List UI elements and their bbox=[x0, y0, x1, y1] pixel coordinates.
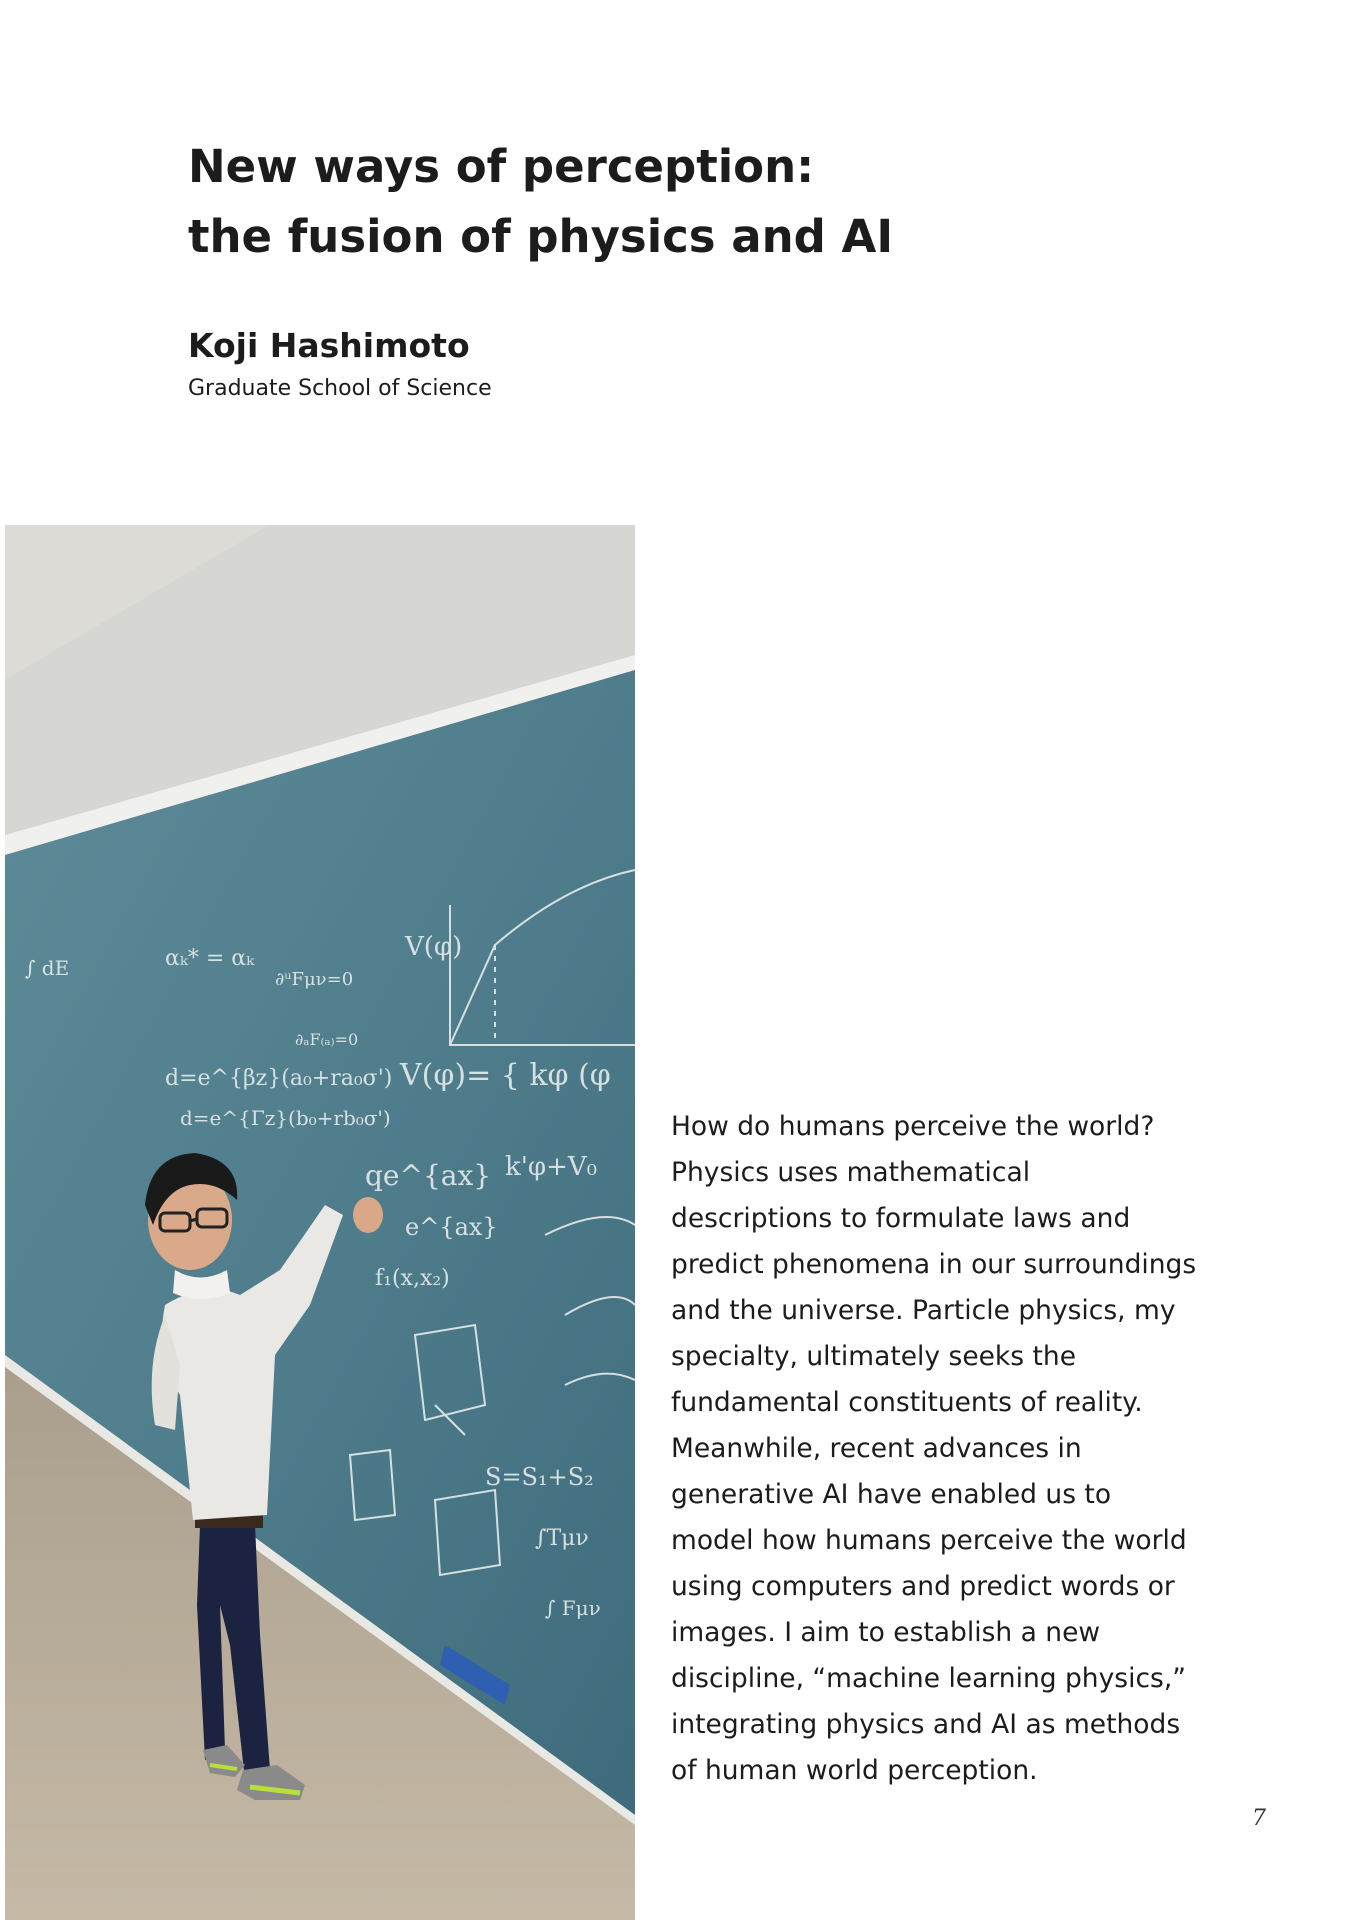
svg-text:qe^{ax}: qe^{ax} bbox=[365, 1159, 492, 1192]
svg-text:f₁(x,x₂): f₁(x,x₂) bbox=[375, 1266, 450, 1291]
body-line: descriptions to formulate laws and bbox=[671, 1203, 1131, 1234]
body-line: How do humans perceive the world? bbox=[671, 1111, 1155, 1142]
svg-text:V(φ): V(φ) bbox=[405, 932, 463, 962]
svg-text:V(φ)= { kφ (φ: V(φ)= { kφ (φ bbox=[400, 1058, 611, 1093]
page-number: 7 bbox=[1252, 1806, 1266, 1831]
svg-text:S=S₁+S₂: S=S₁+S₂ bbox=[485, 1463, 594, 1491]
author-name: Koji Hashimoto bbox=[188, 326, 470, 365]
svg-text:d=e^{Γz}(b₀+rb₀σ'): d=e^{Γz}(b₀+rb₀σ') bbox=[180, 1106, 391, 1130]
body-line: Physics uses mathematical bbox=[671, 1157, 1031, 1188]
svg-text:d=e^{βz}(a₀+ra₀σ'): d=e^{βz}(a₀+ra₀σ') bbox=[165, 1066, 393, 1091]
body-line: predict phenomena in our surroundings bbox=[671, 1249, 1197, 1280]
body-line: specialty, ultimately seeks the bbox=[671, 1341, 1076, 1372]
body-line: discipline, “machine learning physics,” bbox=[671, 1663, 1186, 1694]
svg-text:∂ₐF₍ₐ₎=0: ∂ₐF₍ₐ₎=0 bbox=[295, 1030, 359, 1049]
article-title bbox=[188, 132, 893, 272]
svg-text:∫Tμν: ∫Tμν bbox=[535, 1526, 589, 1551]
article-photo bbox=[5, 525, 635, 1920]
svg-text:e^{ax}: e^{ax} bbox=[405, 1213, 498, 1241]
body-line: and the universe. Particle physics, my bbox=[671, 1295, 1176, 1326]
body-line: using computers and predict words or bbox=[671, 1571, 1175, 1602]
body-line: model how humans perceive the world bbox=[671, 1525, 1187, 1556]
svg-text:∂ᵘFμν=0: ∂ᵘFμν=0 bbox=[275, 969, 354, 990]
body-line: Meanwhile, recent advances in bbox=[671, 1433, 1082, 1464]
svg-text:∫ dE: ∫ dE bbox=[25, 956, 70, 980]
svg-text:∫ Fμν: ∫ Fμν bbox=[545, 1596, 601, 1620]
svg-text:k'φ+V₀: k'φ+V₀ bbox=[505, 1152, 598, 1182]
body-line: fundamental constituents of reality. bbox=[671, 1387, 1143, 1418]
body-line: integrating physics and AI as methods bbox=[671, 1709, 1181, 1740]
author-affiliation: Graduate School of Science bbox=[188, 376, 492, 401]
svg-text:αₖ* = αₖ: αₖ* = αₖ bbox=[165, 946, 255, 971]
title-line-1: New ways of perception: bbox=[188, 140, 815, 193]
body-line: images. I aim to establish a new bbox=[671, 1617, 1101, 1648]
title-line-2: the fusion of physics and AI bbox=[188, 210, 894, 263]
body-line: of human world perception. bbox=[671, 1755, 1038, 1786]
body-line: generative AI have enabled us to bbox=[671, 1479, 1112, 1510]
photo-man-at-blackboard-icon bbox=[5, 525, 635, 1920]
article-body bbox=[671, 1104, 1197, 1794]
